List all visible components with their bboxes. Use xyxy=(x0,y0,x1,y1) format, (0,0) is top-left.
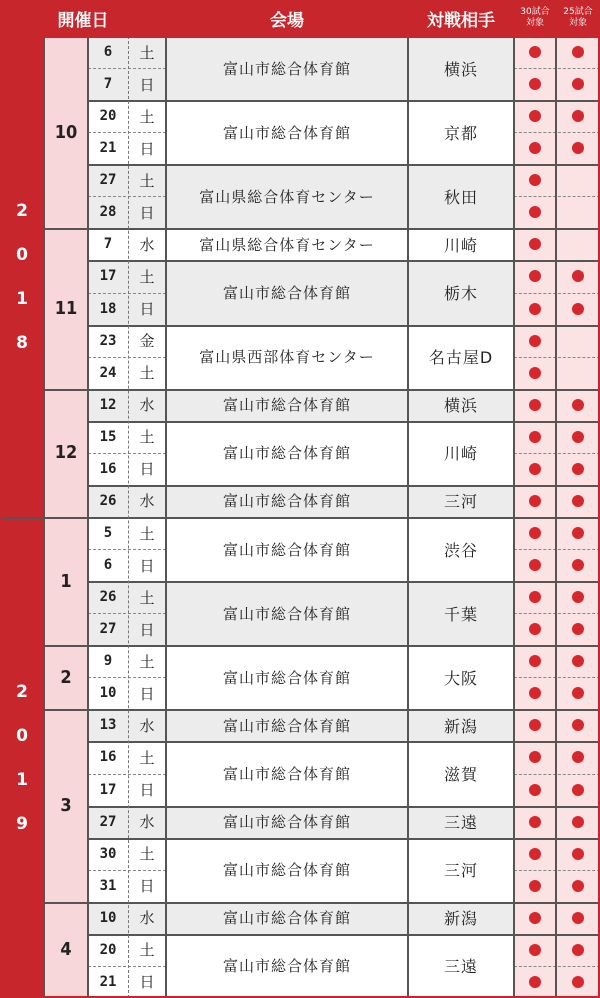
year-digit: 0 xyxy=(16,244,28,265)
month-label: 4 xyxy=(44,902,88,998)
day-of-week: 日 xyxy=(139,139,155,158)
day-of-week: 水 xyxy=(139,235,155,254)
venue-name: 富山市総合体育館 xyxy=(166,741,408,805)
day-of-week: 土 xyxy=(139,171,155,190)
day-of-week: 日 xyxy=(139,203,155,222)
day-number: 31 xyxy=(99,877,117,894)
day-number: 10 xyxy=(99,685,117,702)
day-number: 26 xyxy=(99,589,117,606)
day-number: 16 xyxy=(99,460,117,477)
day-of-week: 水 xyxy=(139,813,155,832)
header-target-25-line1: 25試合 xyxy=(563,7,593,17)
opponent-name: 川崎 xyxy=(408,228,514,260)
day-of-week: 日 xyxy=(139,877,155,896)
month-label: 3 xyxy=(44,709,88,901)
venue-name: 富山市総合体育館 xyxy=(166,581,408,645)
opponent-name: 京都 xyxy=(408,100,514,164)
venue-name: 富山市総合体育館 xyxy=(166,485,408,517)
day-of-week: 日 xyxy=(139,620,155,639)
day-of-week: 土 xyxy=(139,43,155,62)
header-target-25-line2: 対象 xyxy=(568,18,587,28)
header-target-30 xyxy=(514,0,556,36)
day-number: 23 xyxy=(99,332,117,349)
day-of-week: 土 xyxy=(139,267,155,286)
day-number: 6 xyxy=(103,44,113,61)
header-opponent: 対戦相手 xyxy=(408,0,514,36)
month-label: 10 xyxy=(44,36,88,228)
venue-name: 富山市総合体育館 xyxy=(166,260,408,324)
day-number: 15 xyxy=(99,428,117,445)
opponent-name: 新潟 xyxy=(408,709,514,741)
day-number: 27 xyxy=(99,813,117,830)
day-of-week: 土 xyxy=(139,748,155,767)
venue-name: 富山市総合体育館 xyxy=(166,934,408,998)
venue-name: 富山市総合体育館 xyxy=(166,806,408,838)
year-digit: 2 xyxy=(16,200,28,221)
day-number: 27 xyxy=(99,621,117,638)
day-number: 26 xyxy=(99,492,117,509)
opponent-name: 三遠 xyxy=(408,934,514,998)
year-digit: 0 xyxy=(16,725,28,746)
venue-name: 富山市総合体育館 xyxy=(166,838,408,902)
opponent-name: 大阪 xyxy=(408,645,514,709)
day-of-week: 金 xyxy=(139,332,155,351)
day-of-week: 土 xyxy=(139,428,155,447)
year-digit: 2 xyxy=(16,681,28,702)
day-number: 16 xyxy=(99,749,117,766)
month-label: 11 xyxy=(44,228,88,388)
year-digit: 1 xyxy=(16,288,28,309)
day-number: 21 xyxy=(99,140,117,157)
venue-name: 富山県西部体育センター xyxy=(166,325,408,389)
opponent-name: 横浜 xyxy=(408,389,514,421)
day-number: 20 xyxy=(99,108,117,125)
opponent-name: 川崎 xyxy=(408,421,514,485)
day-number: 5 xyxy=(103,525,113,542)
day-number: 21 xyxy=(99,973,117,990)
month-label: 1 xyxy=(44,517,88,645)
year-digit: 9 xyxy=(16,813,28,834)
opponent-name: 横浜 xyxy=(408,36,514,100)
day-of-week: 土 xyxy=(139,941,155,960)
day-number: 24 xyxy=(99,364,117,381)
table-frame xyxy=(0,36,600,998)
day-number: 13 xyxy=(99,717,117,734)
day-of-week: 日 xyxy=(139,973,155,992)
day-of-week: 水 xyxy=(139,716,155,735)
day-of-week: 水 xyxy=(139,492,155,511)
day-number: 28 xyxy=(99,204,117,221)
header-target-30-line2: 対象 xyxy=(525,18,544,28)
venue-name: 富山市総合体育館 xyxy=(166,645,408,709)
day-number: 20 xyxy=(99,941,117,958)
venue-name: 富山市総合体育館 xyxy=(166,421,408,485)
opponent-name: 三河 xyxy=(408,485,514,517)
day-number: 12 xyxy=(99,396,117,413)
venue-name: 富山市総合体育館 xyxy=(166,517,408,581)
day-of-week: 日 xyxy=(139,460,155,479)
day-of-week: 土 xyxy=(139,588,155,607)
opponent-name: 千葉 xyxy=(408,581,514,645)
day-number: 17 xyxy=(99,781,117,798)
venue-name: 富山市総合体育館 xyxy=(166,709,408,741)
header-date: 開催日 xyxy=(0,0,166,36)
year-digit: 8 xyxy=(16,332,28,353)
day-number: 7 xyxy=(103,76,113,93)
day-of-week: 土 xyxy=(139,107,155,126)
opponent-name: 秋田 xyxy=(408,164,514,228)
opponent-name: 滋賀 xyxy=(408,741,514,805)
day-number: 6 xyxy=(103,557,113,574)
day-of-week: 日 xyxy=(139,300,155,319)
opponent-name: 新潟 xyxy=(408,902,514,934)
month-label: 12 xyxy=(44,389,88,517)
opponent-name: 栃木 xyxy=(408,260,514,324)
opponent-name: 三河 xyxy=(408,838,514,902)
month-label: 2 xyxy=(44,645,88,709)
day-number: 30 xyxy=(99,845,117,862)
day-number: 17 xyxy=(99,268,117,285)
header-target-25 xyxy=(556,0,600,36)
venue-name: 富山市総合体育館 xyxy=(166,389,408,421)
opponent-name: 渋谷 xyxy=(408,517,514,581)
day-of-week: 日 xyxy=(139,556,155,575)
venue-name: 富山市総合体育館 xyxy=(166,100,408,164)
day-of-week: 土 xyxy=(139,524,155,543)
day-number: 9 xyxy=(103,653,113,670)
day-of-week: 日 xyxy=(139,75,155,94)
year-digit: 1 xyxy=(16,769,28,790)
day-number: 7 xyxy=(103,236,113,253)
day-of-week: 水 xyxy=(139,909,155,928)
day-of-week: 日 xyxy=(139,781,155,800)
venue-name: 富山市総合体育館 xyxy=(166,36,408,100)
day-number: 27 xyxy=(99,172,117,189)
venue-name: 富山市総合体育館 xyxy=(166,902,408,934)
day-number: 18 xyxy=(99,300,117,317)
venue-name: 富山県総合体育センター xyxy=(166,164,408,228)
opponent-name: 三遠 xyxy=(408,806,514,838)
day-of-week: 土 xyxy=(139,364,155,383)
day-of-week: 日 xyxy=(139,684,155,703)
venue-name: 富山県総合体育センター xyxy=(166,228,408,260)
header-target-30-line1: 30試合 xyxy=(520,7,550,17)
header-venue: 会場 xyxy=(166,0,408,36)
opponent-name: 名古屋D xyxy=(408,325,514,389)
day-of-week: 土 xyxy=(139,845,155,864)
day-number: 10 xyxy=(99,909,117,926)
day-of-week: 土 xyxy=(139,652,155,671)
day-of-week: 水 xyxy=(139,396,155,415)
